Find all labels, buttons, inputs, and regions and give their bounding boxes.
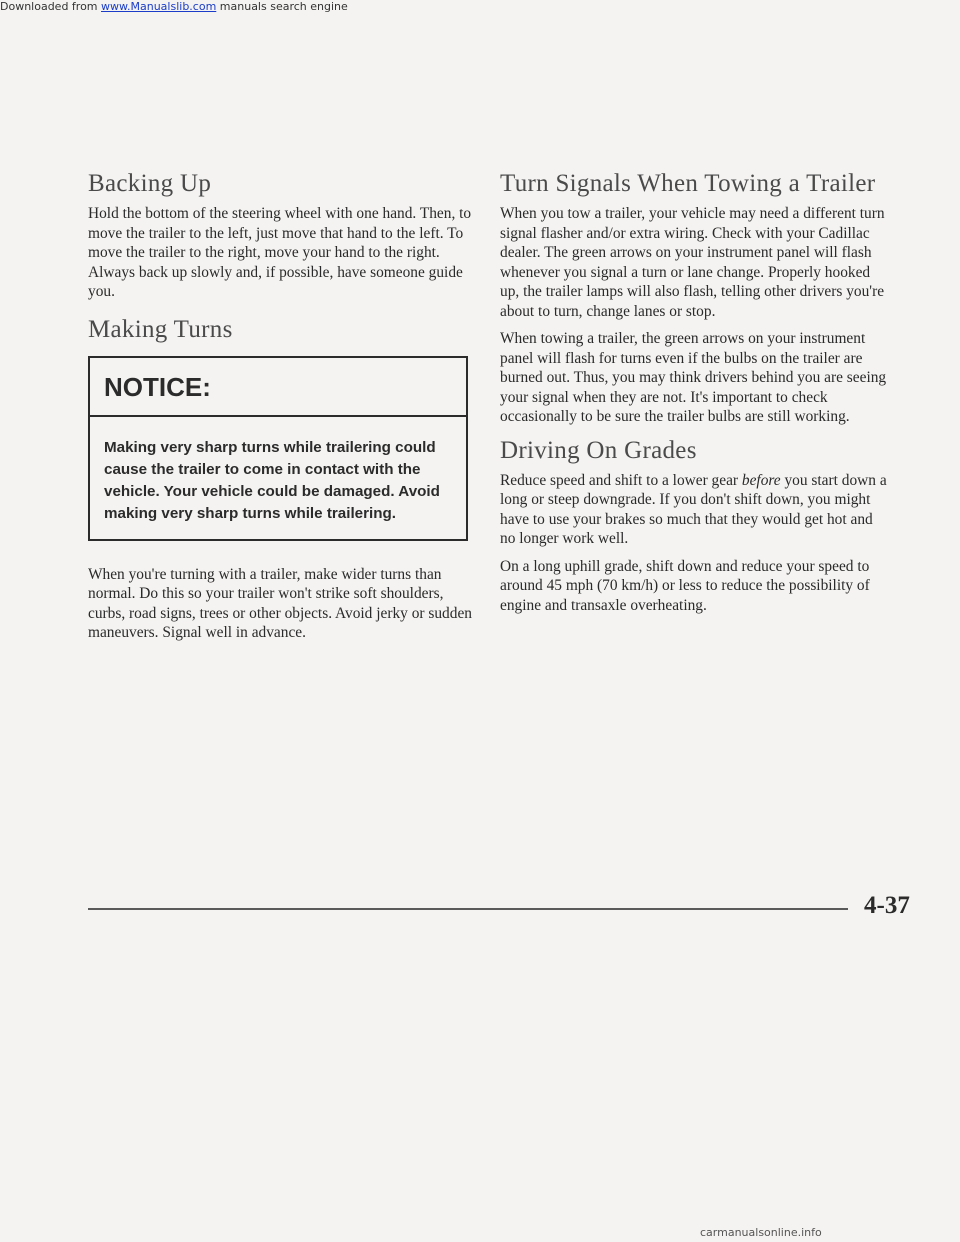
grades-text-part: Reduce speed and shift to a lower gear bbox=[500, 471, 742, 489]
notice-text: Making very sharp turns while trailering could cause the trailer to come in contact with the vehicle. Your vehicle could be damaged. Avoid making very sharp turns while trailering. bbox=[104, 438, 440, 522]
left-column bbox=[88, 170, 480, 651]
backing-up-text: Hold the bottom of the steering wheel with one hand. Then, to move the trailer to the left, just move that hand to the left. To move the trailer to the right, move your hand to the right. Always back up slowly and, if possible, have someone guide you. bbox=[88, 205, 472, 300]
watermark-prefix: Downloaded from bbox=[0, 0, 102, 13]
making-turns-text: When you're turning with a trailer, make wider turns than normal. Do this so your trailer won't strike soft shoulders, curbs, road signs, trees or other objects. Avoid jerky or sudden maneuvers. Signal well in advance. bbox=[88, 565, 472, 641]
grades-emphasis: before bbox=[741, 471, 781, 489]
turn-signals-heading: Turn Signals When Towing a Trailer bbox=[500, 170, 876, 197]
site-watermark: carmanualsonline.info bbox=[700, 1226, 822, 1239]
watermark-suffix: manuals search engine bbox=[216, 0, 348, 13]
driving-grades-text-1 bbox=[500, 471, 890, 549]
right-column bbox=[500, 170, 890, 623]
download-watermark bbox=[0, 0, 348, 13]
notice-box bbox=[88, 356, 468, 541]
making-turns-heading: Making Turns bbox=[88, 315, 233, 343]
turn-signals-text-2: When towing a trailer, the green arrows on your instrument panel will flash for turns even if the bulbs on the trailer are burned out. Thus, you may think drivers behind you are seeing your signal when they are not. It's important to check occasionally to be sure the trailer bulbs are still working. bbox=[500, 330, 887, 425]
driving-grades-text-2: On a long uphill grade, shift down and reduce your speed to around 45 mph (70 km/h) or less to reduce the possibility of engine and transaxle overheating. bbox=[500, 557, 870, 614]
grades-text-part: you start down a long or steep downgrade. If you don't shift down, you might have to use your brakes so much that they would get hot and no longer work well. bbox=[500, 471, 887, 547]
driving-grades-heading: Driving On Grades bbox=[500, 436, 697, 464]
footer-rule bbox=[88, 908, 848, 910]
page-number: 4-37 bbox=[864, 892, 910, 919]
notice-title: NOTICE: bbox=[90, 358, 466, 417]
manualslib-link[interactable]: www.Manualslib.com bbox=[101, 0, 217, 13]
turn-signals-text-1: When you tow a trailer, your vehicle may need a different turn signal flasher and/or extra wiring. Check with your Cadillac dealer. The green arrows on your instrument panel will flash whenever you signal a turn or lane change. Properly hooked up, the trailer lamps will also flash, telling other drivers you're about to turn, change lanes or stop. bbox=[500, 205, 885, 320]
backing-up-heading: Backing Up bbox=[88, 170, 212, 197]
